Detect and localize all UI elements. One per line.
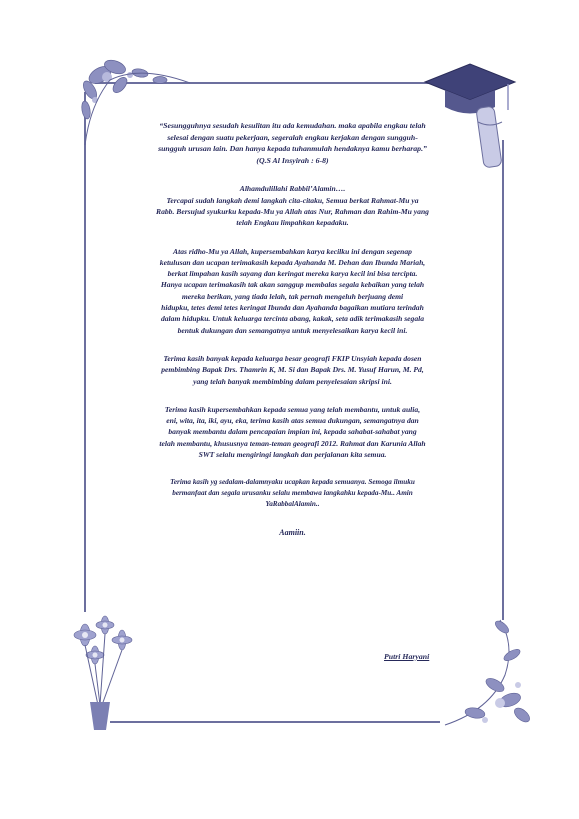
paragraph-line: YaRabbalAlamin.. <box>265 500 320 509</box>
paragraph-line: Tercapai sudah langkah demi langkah cita-citaku, Semua berkat Rahmat-Mu ya <box>166 195 419 205</box>
dedication-text <box>110 120 475 539</box>
paragraph-line: ketulusan dan ucapan terimakasih kepada Ayahanda M. Dehan dan Ibunda Mariah, <box>159 257 426 267</box>
paragraph-line: eni, wita, ita, iki, ayu, eka, terima kasih atas semua dukungan, semangatnya dan <box>166 416 419 426</box>
quranic-quote <box>110 120 475 166</box>
floral-ornament-bottom-right <box>430 615 540 735</box>
paragraph-line: yang telah banyak membimbing dalam penyelesaian skripsi ini. <box>193 376 392 386</box>
quote-line: “Sesungguhnya sesudah kesulitan itu ada kemudahan. maka apabila engkau telah <box>159 121 426 130</box>
paragraph-line: Atas ridho-Mu ya Allah, kupersembahkan karya kecilku ini dengan segenap <box>173 246 412 256</box>
paragraph-line: bermanfaat dan segala urusanku selalu membawa langkahku kepada-Mu.. Amin <box>172 489 413 498</box>
friends-paragraph <box>110 404 475 460</box>
paragraph-line: mereka berikan, yang tiada lelah, tak pernah mengeluh berjuang demi <box>181 291 404 301</box>
frame-left-line <box>84 92 86 612</box>
parents-paragraph <box>110 246 475 336</box>
paragraph-line: banyak membantu dalam pencapaian impian ini, kepada sahabat-sahabat yang <box>168 427 417 437</box>
quote-source: (Q.S Al Insyirah : 6-8) <box>256 155 329 165</box>
gratitude-paragraph <box>110 183 475 228</box>
paragraph-line: Terima kasih kupersembahkan kepada semua yang telah membantu, untuk aulia, <box>164 404 421 414</box>
paragraph-line: bentuk dukungan dan semangatnya untuk menyelesaikan karya kecil ini. <box>177 325 408 335</box>
quote-line: sungguh urusan lain. Dan hanya kepada tuhanmulah hendaknya kamu berharap.” <box>158 144 427 154</box>
frame-bottom-line <box>110 721 440 723</box>
lecturers-paragraph <box>110 353 475 387</box>
paragraph-line: Terima kasih banyak kepada keluarga besar geografi FKIP Unsyiah kepada dosen <box>163 353 422 363</box>
paragraph-line: Alhamdulillahi Rabbil’Alamin…. <box>239 184 346 194</box>
signature-name: Putri Haryani <box>384 652 430 661</box>
paragraph-line: pembimbing Bapak Drs. Thamrin K, M. Si dan Bapak Drs. M. Yusuf Harun, M. Pd, <box>161 365 424 375</box>
closing-amin: Aamiin. <box>279 528 306 538</box>
frame-right-line <box>502 140 504 620</box>
paragraph-line: telah membantu, khususnya teman-teman geografi 2012. Rahmat dan Karunia Allah <box>159 438 426 448</box>
paragraph-line: SWT selalu mengiringi langkah dan perjalanan kita semua. <box>198 450 387 460</box>
paragraph-line: hidupku, tetes demi tetes keringat Ibunda dan Ayahanda bagaikan mutiara terindah <box>161 303 424 313</box>
paragraph-line: Hanya ucapan terimakasih tak akan sanggup membalas segala kebaikan yang telah <box>160 280 425 290</box>
closing-paragraph <box>110 477 475 510</box>
paragraph-line: dalam hidupku. Untuk keluarga tercinta abang, kakak, seta adik terimakasih segala <box>160 314 425 324</box>
paragraph-line: telah Engkau limpahkan kepadaku. <box>236 218 349 228</box>
flower-bouquet-bottom-left <box>60 610 150 735</box>
paragraph-line: Rabb. Bersujud syukurku kepada-Mu ya Allah atas Nur, Rahman dan Rahim-Mu yang <box>156 206 429 216</box>
paragraph-line: Terima kasih yg sedalam-dalamnyaku ucapkan kepada semuanya. Semoga ilmuku <box>170 478 415 487</box>
quote-line: selesai dengan suatu pekerjaan, segeralah engkau kerjakan dengan sungguh- <box>167 132 418 142</box>
paragraph-line: berkat limpahan kasih sayang dan keringat mereka karya kecil ini bisa tercipta. <box>167 269 418 279</box>
